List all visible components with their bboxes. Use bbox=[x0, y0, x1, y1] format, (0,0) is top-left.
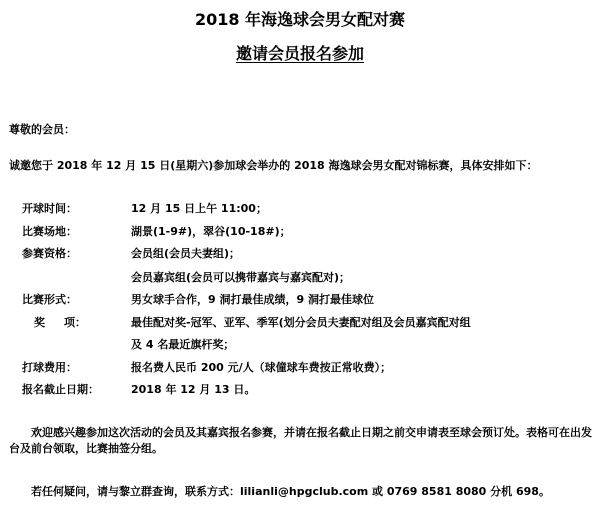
eligibility-label: 参赛资格： bbox=[22, 247, 77, 260]
fee-value: 报名费人民币 200 元/人（球僮球车费按正常收费）； bbox=[131, 361, 392, 374]
fee-label: 打球费用： bbox=[22, 361, 77, 374]
eligibility-value-members: 会员组(会员夫妻组)； bbox=[131, 247, 241, 260]
format-value: 男女球手合作，9 洞打最佳成绩，9 洞打最佳球位 bbox=[131, 293, 374, 306]
eligibility-value-guests: 会员嘉宾组(会员可以携带嘉宾与嘉宾配对)； bbox=[131, 271, 351, 284]
awards-label-second: 项： bbox=[64, 316, 86, 329]
venue-label: 比赛场地： bbox=[22, 225, 77, 238]
awards-value-pairs: 最佳配对奖-冠军、亚军、季军(划分会员夫妻配对组及会员嘉宾配对组 bbox=[131, 316, 471, 329]
contact-line: 若任何疑问，请与黎立群查询，联系方式：lilianli@hpgclub.com 或 0769 8581 8080 分机 698。 bbox=[31, 485, 550, 498]
greeting: 尊敬的会员： bbox=[9, 123, 75, 136]
closing-paragraph: 欢迎感兴趣参加这次活动的会员及其嘉宾报名参赛，并请在报名截止日期之前交申请表至球会预订处。表格可在出发台及前台领取，比赛抽签分组。 bbox=[9, 426, 592, 455]
deadline-label: 报名截止日期： bbox=[22, 383, 99, 396]
awards-label-first: 奖 bbox=[34, 316, 45, 329]
document-subtitle: 邀请会员报名参加 bbox=[235, 44, 364, 63]
venue-value: 湖景(1-9#)，翠谷(10-18#)； bbox=[131, 225, 291, 238]
deadline-value: 2018 年 12 月 13 日。 bbox=[131, 383, 256, 396]
intro-paragraph: 诚邀您于 2018 年 12 月 15 日(星期六)参加球会举办的 2018 海逸球会男女配对锦标赛，具体安排如下： bbox=[9, 159, 538, 172]
tee-time-value: 12 月 15 日上午 11:00； bbox=[131, 202, 267, 215]
format-label: 比赛形式： bbox=[22, 293, 77, 306]
document-title: 2018 年海逸球会男女配对赛 bbox=[194, 10, 406, 29]
awards-value-nearest-pin: 及 4 名最近旗杆奖； bbox=[131, 338, 235, 351]
tee-time-label: 开球时间： bbox=[22, 202, 77, 215]
